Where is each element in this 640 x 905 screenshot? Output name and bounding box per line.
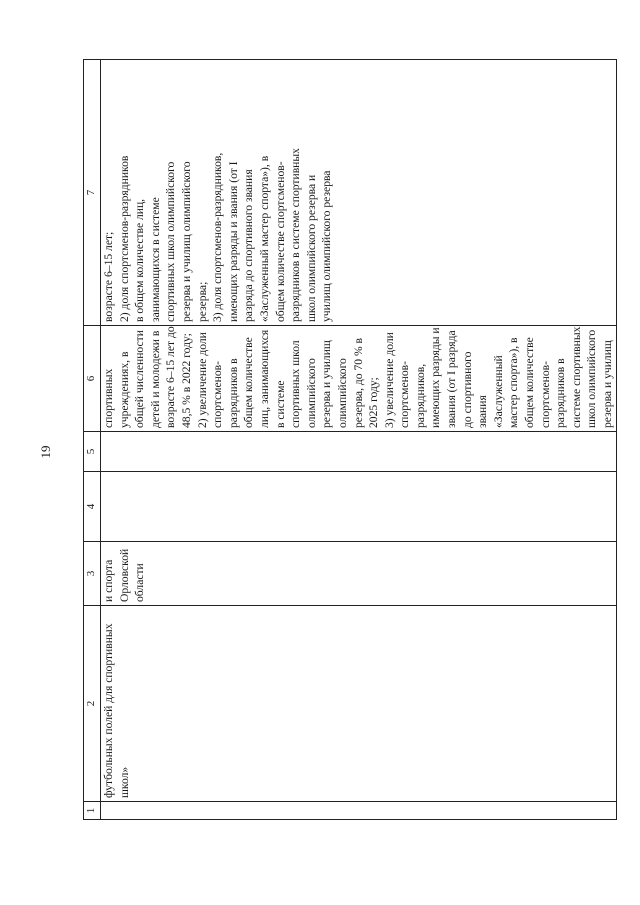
cell-text-line: общем количестве <box>523 337 537 428</box>
cell-text-line: системе спортивных <box>569 326 583 428</box>
cell-col-2 <box>101 606 617 802</box>
document-table-rotated <box>83 60 614 820</box>
cell-text-line: до спортивного <box>460 351 474 428</box>
cell-col-5 <box>101 432 617 472</box>
cell-text-line: 3) доля спортсменов-разрядников, <box>211 152 225 322</box>
cell-text-line: разрядников, <box>413 363 427 428</box>
cell-text-line: 48,5 % в 2022 году; <box>179 333 193 428</box>
cell-text-line: школ олимпийского <box>585 329 599 428</box>
cell-text-line: резерва; <box>195 281 209 322</box>
cell-col-1 <box>101 802 617 820</box>
cell-text-line: спортсменов- <box>211 361 225 428</box>
page-number: 19 <box>38 445 53 459</box>
cell-text-line: общем количестве спортсменов- <box>273 161 287 322</box>
header-col-4: 4 <box>84 472 101 542</box>
cell-text-line: возрасте 6–15 лет до <box>164 326 178 428</box>
cell-text-line: лиц, занимающихся <box>257 329 271 428</box>
cell-text-line: спортсменов- <box>538 361 552 428</box>
cell-text-line: 2) доля спортсменов-разрядников <box>117 155 131 322</box>
cell-text-line: спортивных <box>102 368 115 428</box>
cell-text-line: футбольных полей для спортивных <box>102 623 115 798</box>
cell-text-line: общей численности <box>133 330 147 428</box>
cell-text-line: звания (от I разряда <box>445 330 459 428</box>
cell-text-line: возрасте 6–15 лет; <box>102 231 115 322</box>
cell-text-line: «Заслуженный мастер спорта»), в <box>257 155 271 322</box>
cell-text-line: резерва и училищ <box>320 340 334 428</box>
cell-text-line: звания <box>476 395 490 428</box>
cell-text-line: резерва, до 70 % в <box>351 338 365 428</box>
cell-text-line: разрядников в <box>554 358 568 428</box>
cell-col-6 <box>101 326 617 432</box>
cell-text-line: имеющих разряды и <box>429 327 443 428</box>
header-col-7: 7 <box>84 60 101 326</box>
cell-text-line: и спорта <box>102 559 115 602</box>
program-table <box>83 59 617 820</box>
cell-text-line: разрядников в системе спортивных <box>289 148 303 322</box>
cell-col-3 <box>101 542 617 606</box>
cell-text-line: спортсменов- <box>398 361 412 428</box>
cell-text-line: 3) увеличение доли <box>382 332 396 428</box>
cell-text-line: детей и молодежи в <box>148 330 162 428</box>
cell-text-line: резерва и училищ олимпийского <box>179 161 193 322</box>
cell-text-line: «Заслуженный <box>491 355 505 428</box>
table-row <box>101 60 617 820</box>
cell-col-7 <box>101 60 617 326</box>
cell-text-line: в общем количестве лиц, <box>133 198 147 322</box>
cell-text-line: олимпийского <box>335 358 349 428</box>
header-col-5: 5 <box>84 432 101 472</box>
cell-text-line: имеющих разряды и звания (от I <box>226 161 240 322</box>
cell-text-line: разрядников в <box>226 358 240 428</box>
cell-text-line: училищ олимпийского резерва <box>320 170 334 322</box>
cell-text-line: школ» <box>117 766 131 798</box>
cell-text-line: олимпийского <box>304 358 318 428</box>
cell-text-line: разряда до спортивного звания <box>242 169 256 322</box>
cell-text-line: спортивных школ олимпийского <box>164 161 178 322</box>
header-col-2: 2 <box>84 606 101 802</box>
cell-text-line: области <box>133 563 147 602</box>
header-col-6: 6 <box>84 326 101 432</box>
table-header-row <box>84 60 101 820</box>
cell-text-line: 2025 году; <box>367 377 381 428</box>
cell-text-line: общем количестве <box>242 337 256 428</box>
cell-text-line: Орловской <box>117 548 131 602</box>
header-col-1: 1 <box>84 802 101 820</box>
cell-text-line: 2) увеличение доли <box>195 332 209 428</box>
cell-text-line: в системе <box>273 380 287 428</box>
cell-text-line: занимающихся в системе <box>148 197 162 322</box>
cell-col-4 <box>101 472 617 542</box>
cell-text-line: спортивных школ <box>289 340 303 428</box>
cell-text-line: учреждениях, в <box>117 351 131 428</box>
header-col-3: 3 <box>84 542 101 606</box>
cell-text-line: резерва и училищ <box>601 340 614 428</box>
cell-text-line: школ олимпийского резерва и <box>304 174 318 322</box>
cell-text-line: мастер спорта»), в <box>507 337 521 428</box>
